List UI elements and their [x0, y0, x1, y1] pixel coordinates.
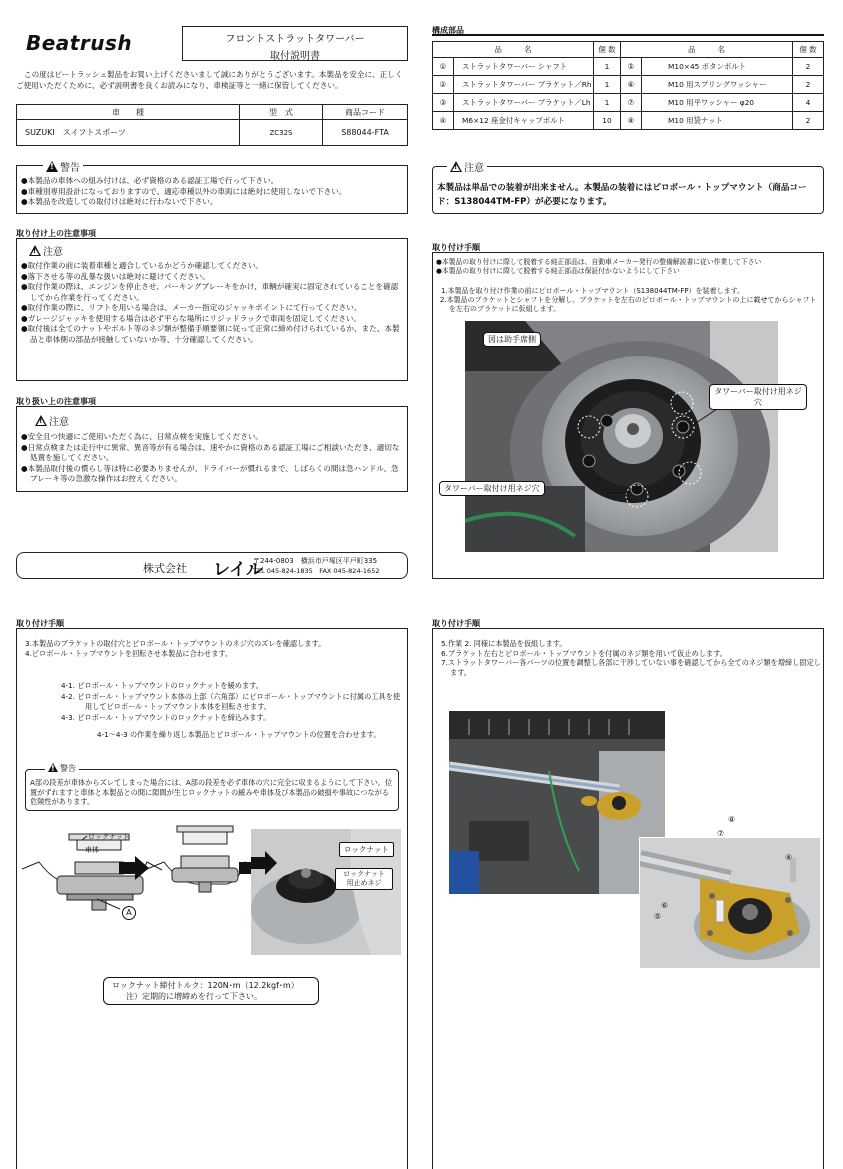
part-qty: 1 — [594, 94, 621, 112]
procedure2-warning-heading — [45, 763, 79, 774]
photo-label-tower-hole-right: タワーバー取付け用ネジ穴 — [709, 384, 807, 410]
part-number: ② — [433, 76, 454, 94]
photo-label-tower-hole-left: タワーバー取付け用ネジ穴 — [439, 481, 545, 496]
brand-logo: Beatrush — [26, 31, 133, 55]
label-a: A — [122, 906, 136, 920]
install-note-item: ●取付後は全てのナットやボルト等のネジ類が整備手順要領に従って正常に締め付けられているか、また、本製品と車体側の部品が接触していないか等、十分確認してください。 — [21, 324, 400, 344]
photo-label-locknut-screw: ロックナット用止めネジ — [335, 868, 393, 890]
parts-section-title: 構成部品 — [432, 26, 464, 35]
procedure2-box — [16, 628, 408, 1169]
install-note-item: ●取付作業の際は、エンジンを停止させ、パーキングブレーキをかけ、車輌が確実に固定されていることを確認してから作業を行ってください。 — [21, 282, 399, 302]
handling-note-item: ●日常点検または走行中に異常、異音等が有る場合は、速やかに資格のある認証工場にご相談いただき、適切な処置を施してください。 — [21, 442, 400, 462]
warning-item: ●本製品を改造しての取付けは絶対に行わないで下さい。 — [21, 197, 218, 206]
warning-title: 警告 — [60, 163, 80, 174]
part-qty: 2 — [793, 112, 824, 130]
intro-text: この度はビートラッシュ製品をお買い上げくださいまして誠にありがとうございます。本製品を安全に、正しくご使用いただくために、必ず説明書を良くお読みになり、車検証等と一緒に保管してください。 — [16, 70, 403, 90]
caution-triangle-icon — [450, 161, 462, 172]
warning-item: ●車種別専用設計になっておりますので、適応車種以外の車両には絶対に使用しないで下さい。 — [21, 186, 347, 196]
part-name: M10 用平ワッシャー φ20 — [642, 94, 793, 112]
part-number: ④ — [433, 112, 454, 130]
part-qty: 2 — [793, 76, 824, 94]
part-qty: 1 — [594, 58, 621, 76]
company-address: 〒244-0803 横浜市戸塚区平戸町335 — [253, 557, 378, 565]
parts-header-qty: 個 数 — [594, 42, 621, 58]
product-title: フロントストラットタワーバー — [225, 34, 365, 45]
install-note-item: ●取付作業の際に、リフトを用いる場合は、メーカー指定のジャッキポイントにて行ってください。 — [21, 303, 362, 312]
procedure-substep: 4-3. ピロボール・トップマウントのロックナットを締込みます。 — [61, 712, 271, 722]
part-number-label: ⑥ — [661, 901, 669, 910]
parts-table — [432, 41, 824, 130]
title-box — [182, 26, 408, 61]
warning-triangle-icon — [46, 161, 58, 172]
handling-notes-heading — [35, 413, 69, 428]
procedure-step: 4.ピロボール・トップマウントを回転させ本製品に合わせます。 — [25, 648, 233, 658]
photo-label-side: 図は助手席側 — [483, 332, 541, 347]
company-name: レイル — [213, 560, 264, 580]
install-note-item: ●ガレージジャッキを使用する場合は必ず平らな場所にリジッドラックで車両を固定してください。 — [21, 313, 362, 323]
torque-note: 注）定期的に増締めを行って下さい。 — [126, 992, 262, 1001]
col-model-header: 型 式 — [240, 105, 323, 120]
procedure1-section-title: 取り付け手順 — [432, 243, 480, 252]
strut-mount-illustration — [465, 321, 778, 552]
part-name: M10 用スプリングワッシャー — [642, 76, 793, 94]
torque-box — [103, 977, 319, 1005]
procedure-bullet: ●本製品の取り付けに際して脱着する純正部品は保証付かないようにして下さい — [436, 267, 680, 275]
caution-triangle-icon — [35, 415, 47, 426]
part-name: M10×45 ボタンボルト — [642, 58, 793, 76]
label-locknut: ロックナット — [88, 833, 130, 841]
vehicle-name: SUZUKI スイフトスポーツ — [17, 120, 240, 146]
procedure3-section-title: 取り付け手順 — [432, 619, 480, 628]
parts-header-name: 品 名 — [433, 42, 594, 58]
part-number: ⑦ — [621, 94, 642, 112]
caution-triangle-icon — [29, 245, 41, 256]
procedure3-box — [432, 628, 824, 1169]
procedure-step: 1.本製品を取り付け作業の前にピロボール・トップマウント（S138044TM-FP）を装着します。 — [441, 287, 745, 295]
install-notes-heading — [29, 243, 63, 258]
brand-box — [16, 27, 166, 57]
warning-heading — [43, 159, 83, 174]
parts-bar — [432, 25, 824, 36]
install-notes-title: 注意 — [43, 247, 63, 258]
company-box — [16, 552, 408, 579]
procedure-step: 7.ストラットタワーバー各パーツの位置を調整し各部に干渉していない事を確認してから全てのネジ類を増締し固定します。 — [441, 658, 821, 677]
mount-diagram — [17, 824, 257, 924]
handling-notes-section-title: 取り扱い上の注意事項 — [16, 397, 96, 406]
procedure-step: 3.本製品のブラケットの取付穴とピロボール・トップマウントのネジ穴のズレを確認します。 — [25, 639, 326, 648]
notice-box — [432, 166, 824, 214]
installed-bar-illustration — [449, 711, 665, 894]
procedure-step: 5.作業 2. 同様に本製品を仮組します。 — [441, 639, 567, 648]
torque-spec: ロックナット締付トルク：120N･m（12.2kgf･m） — [112, 981, 299, 990]
strut-mount-photo — [465, 321, 778, 552]
procedure2-warning-box — [25, 769, 399, 811]
part-number: ⑧ — [621, 112, 642, 130]
col-code-header: 商品コード — [323, 105, 408, 120]
procedure2-warning-title: 警告 — [60, 764, 76, 773]
part-qty: 2 — [793, 58, 824, 76]
part-qty: 4 — [793, 94, 824, 112]
company-tel: TEL 045-824-1835 FAX 045-824-1652 — [253, 567, 380, 575]
part-name: ストラットタワーバー シャフト — [454, 58, 594, 76]
part-number: ⑥ — [621, 76, 642, 94]
handling-note-item: ●安全且つ快適にご使用いただく為に、日常点検を実施してください。 — [21, 432, 264, 441]
parts-header-qty: 個 数 — [793, 42, 824, 58]
install-notes-box — [16, 238, 408, 381]
part-qty: 10 — [594, 112, 621, 130]
warning-triangle-icon — [48, 763, 58, 772]
warning-item: ●本製品の車体への組み付けは、必ず資格のある認証工場で行って下さい。 — [21, 176, 279, 185]
notice-title: 注意 — [464, 163, 484, 174]
install-note-item: ●落下させる等の乱暴な扱いは絶対に避けてください。 — [21, 271, 210, 281]
part-number-label: ⑤ — [654, 912, 662, 921]
col-vehicle-header: 車 種 — [17, 105, 240, 120]
procedure1-box — [432, 252, 824, 579]
part-name: ストラットタワーバー ブラケット／Lh — [454, 94, 594, 112]
part-number: ① — [433, 58, 454, 76]
part-number-label: ⑧ — [728, 815, 736, 824]
product-code: S88044-FTA — [323, 120, 408, 146]
photo-label-locknut: ロックナット — [339, 842, 394, 857]
part-number-label: ④ — [785, 853, 793, 862]
part-number: ⑤ — [621, 58, 642, 76]
procedure-substep: 4-2. ピロボール・トップマウント本体の上部（六角部）にピロボール・トップマウントに付属の工具を使用してピロボール・トップマウント本体を回転させます。 — [61, 691, 401, 711]
procedure-repeat: 4-1～4-3 の作業を繰り返し本製品とピロボール・トップマウントの位置を合わせます。 — [97, 730, 381, 739]
part-number: ③ — [433, 94, 454, 112]
handling-notes-title: 注意 — [49, 417, 69, 428]
procedure2-warning-text: A部の段差が車体からズレてしまった場合には、A部の段差を必ず車体の穴に完全に収まるようにして下さい。位置がずれますと車体と本製品との間に隙間が生じロックナットの緩みや車体及び本製品の破損や事故につながる危険性があります。 — [30, 778, 393, 806]
part-qty: 1 — [594, 76, 621, 94]
notice-text: 本製品は単品での装着が出来ません。本製品の装着にはピロボール・トップマウント（商品コード：S138044TM-FP）が必要になります。 — [437, 183, 807, 207]
part-number-label: ⑦ — [717, 829, 725, 838]
install-notes-section-title: 取り付け上の注意事項 — [16, 229, 96, 238]
vehicle-model: ZC32S — [240, 120, 323, 146]
procedure2-section-title: 取り付け手順 — [16, 619, 64, 628]
handling-note-item: ●本製品取付後の慣らし等は特に必要ありませんが、ドライバーが慣れるまで、しばらくの間は急ハンドル、急ブレーキ等の急激な操作はお控えください。 — [21, 463, 399, 483]
doc-type: 取付説明書 — [270, 51, 320, 62]
procedure-step: 2.本製品のブラケットとシャフトを分解し、ブラケットを左右のピロボール・トップマウントの上に載せてからシャフトを左右のブラケットに仮組します。 — [440, 296, 817, 313]
installed-bar-photo — [449, 711, 665, 894]
vehicle-table — [16, 104, 408, 146]
label-body: 車体 — [85, 846, 99, 854]
handling-notes-box — [16, 406, 408, 492]
notice-heading — [447, 159, 487, 174]
part-name: ストラットタワーバー ブラケット／Rh — [454, 76, 594, 94]
company-prefix: 株式会社 — [143, 562, 187, 575]
part-name: M10 用袋ナット — [642, 112, 793, 130]
procedure-bullet: ●本製品の取り付けに際して脱着する純正部品は、自動車メーカー発行の整備解説書に従い作業して下さい — [436, 258, 762, 266]
parts-header-name: 品 名 — [621, 42, 793, 58]
procedure-substep: 4-1. ピロボール・トップマウントのロックナットを緩めます。 — [61, 681, 263, 690]
part-name: M6×12 座金付キャップボルト — [454, 112, 594, 130]
procedure-step: 6.ブラケット左右とピロボール・トップマウントを付属のネジ類を用いて仮止めします。 — [441, 648, 727, 658]
install-note-item: ●取付作業の前に装着車種と適合しているかどうか確認してください。 — [21, 261, 264, 270]
